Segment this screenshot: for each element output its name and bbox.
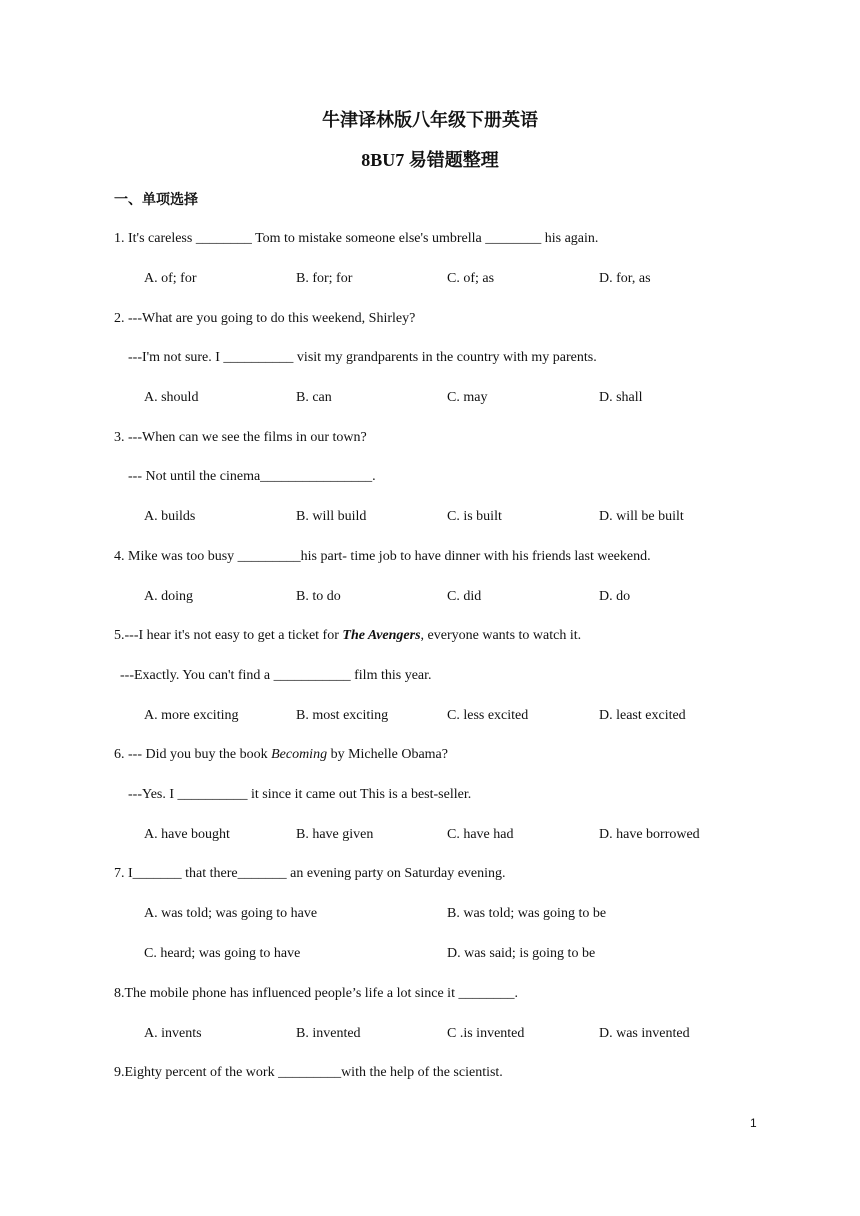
- option-d: D. will be built: [599, 509, 684, 524]
- option-d: D. least excited: [599, 708, 686, 723]
- section-heading: 一、单项选择: [114, 193, 198, 208]
- question-6: [114, 746, 448, 764]
- question-3-reply: --- Not until the cinema________________.: [128, 469, 376, 484]
- option-d: D. have borrowed: [599, 827, 700, 842]
- option-c: C. of; as: [447, 271, 495, 286]
- question-6-text-after: by Michelle Obama?: [327, 747, 448, 762]
- option-c: C. did: [447, 589, 482, 604]
- movie-title: The Avengers: [342, 628, 421, 643]
- option-a: A. was told; was going to have: [144, 906, 318, 921]
- option-a: A. have bought: [144, 827, 230, 842]
- question-5: [114, 627, 581, 645]
- option-d: D. shall: [599, 390, 643, 405]
- option-c: C. may: [447, 390, 488, 405]
- question-8: 8.The mobile phone has influenced people’s life a lot since it ________.: [114, 986, 518, 1001]
- question-2-reply: ---I'm not sure. I __________ visit my grandparents in the country with my parents.: [128, 350, 597, 365]
- document-subtitle: 8BU7 易错题整理: [361, 150, 499, 170]
- option-b: B. will build: [296, 509, 367, 524]
- question-6-reply: ---Yes. I __________ it since it came out This is a best-seller.: [128, 787, 472, 802]
- question-5-text-before: 5.---I hear it's not easy to get a ticket for: [114, 628, 343, 643]
- page-number: 1: [750, 1116, 757, 1130]
- option-a: A. builds: [144, 509, 196, 524]
- option-c: C. have had: [447, 827, 514, 842]
- question-4: 4. Mike was too busy _________his part- time job to have dinner with his friends last weekend.: [114, 549, 651, 564]
- option-a: A. should: [144, 390, 199, 405]
- option-b: B. was told; was going to be: [447, 906, 607, 921]
- option-d: D. do: [599, 589, 631, 604]
- option-a: A. doing: [144, 589, 193, 604]
- option-b: B. most exciting: [296, 708, 389, 723]
- document-title: 牛津译林版八年级下册英语: [322, 110, 538, 130]
- option-b: B. have given: [296, 827, 374, 842]
- question-5-text-after: , everyone wants to watch it.: [420, 628, 582, 643]
- option-a: A. of; for: [144, 271, 197, 286]
- option-c: C. is built: [447, 509, 502, 524]
- option-b: B. invented: [296, 1026, 361, 1041]
- option-c: C. less excited: [447, 708, 529, 723]
- option-d: D. was said; is going to be: [447, 946, 596, 961]
- option-d: D. was invented: [599, 1026, 690, 1041]
- question-5-reply: ---Exactly. You can't find a ___________ film this year.: [120, 668, 432, 683]
- question-1: 1. It's careless ________ Tom to mistake someone else's umbrella ________ his again.: [114, 231, 599, 246]
- option-b: B. for; for: [296, 271, 353, 286]
- question-6-text-before: 6. --- Did you buy the book: [114, 747, 272, 762]
- option-a: A. invents: [144, 1026, 202, 1041]
- question-2: 2. ---What are you going to do this weekend, Shirley?: [114, 311, 416, 326]
- question-9: 9.Eighty percent of the work _________with the help of the scientist.: [114, 1065, 503, 1080]
- question-3: 3. ---When can we see the films in our town?: [114, 430, 367, 445]
- option-c: C .is invented: [447, 1026, 525, 1041]
- option-d: D. for, as: [599, 271, 651, 286]
- option-a: A. more exciting: [144, 708, 239, 723]
- question-7: 7. I_______ that there_______ an evening party on Saturday evening.: [114, 866, 506, 881]
- option-c: C. heard; was going to have: [144, 946, 301, 961]
- option-b: B. to do: [296, 589, 341, 604]
- option-b: B. can: [296, 390, 332, 405]
- book-title: Becoming: [271, 747, 328, 762]
